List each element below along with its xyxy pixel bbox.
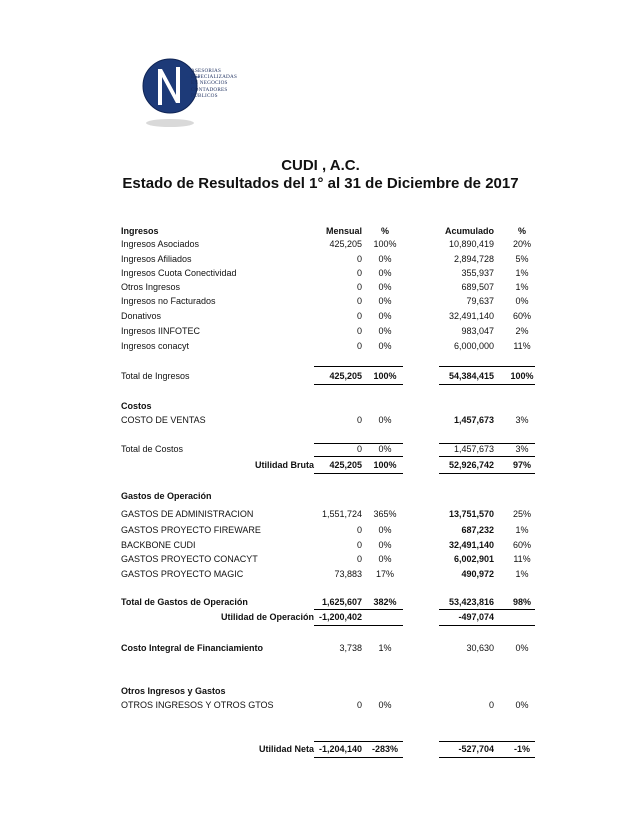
row-label: Total de Costos xyxy=(121,444,184,454)
acumulado-value: 355,937 xyxy=(461,268,494,278)
mensual-value: -1,200,402 xyxy=(318,612,362,622)
acumulado-percent: 1% xyxy=(515,569,529,579)
row-label: Ingresos no Facturados xyxy=(121,296,216,306)
mensual-value: 73,883 xyxy=(334,569,362,579)
row-label: Total de Gastos de Operación xyxy=(121,597,248,607)
acumulado-value: 30,630 xyxy=(466,643,494,653)
acumulado-value: 52,926,742 xyxy=(448,460,494,470)
acumulado-percent: 11% xyxy=(513,554,531,564)
acumulado-percent: 25% xyxy=(512,509,531,519)
mensual-value: 0 xyxy=(356,554,362,564)
mensual-value: 0 xyxy=(356,254,362,264)
mensual-percent: 0% xyxy=(378,282,392,292)
column-header-mensual: Mensual xyxy=(325,226,362,236)
acumulado-percent: 100% xyxy=(510,371,534,381)
mensual-percent: 100% xyxy=(373,371,397,381)
acumulado-percent: 0% xyxy=(515,296,529,306)
section-heading: Gastos de Operación xyxy=(121,491,212,501)
logo-line: EN NEGOCIOS xyxy=(191,80,228,86)
column-header-percent: % xyxy=(517,226,526,236)
acumulado-value: 687,232 xyxy=(461,525,494,535)
total-rule xyxy=(439,366,535,367)
acumulado-percent: 20% xyxy=(512,239,531,249)
logo-line: ASESORIAS xyxy=(191,68,222,74)
total-rule xyxy=(314,473,403,474)
acumulado-value: 0 xyxy=(488,700,494,710)
mensual-percent: 100% xyxy=(373,460,397,470)
mensual-value: 1,551,724 xyxy=(321,509,362,519)
acumulado-percent: 11% xyxy=(513,341,531,351)
acumulado-percent: 0% xyxy=(515,643,529,653)
mensual-percent: 0% xyxy=(378,296,392,306)
total-rule xyxy=(439,456,535,457)
total-rule xyxy=(314,456,403,457)
acumulado-value: 79,637 xyxy=(466,296,494,306)
row-label: Ingresos IINFOTEC xyxy=(121,326,201,336)
mensual-value: 0 xyxy=(356,700,362,710)
total-rule xyxy=(314,609,403,610)
mensual-value: 0 xyxy=(356,282,362,292)
mensual-percent: 382% xyxy=(373,597,397,607)
row-label: Ingresos Afiliados xyxy=(121,254,192,264)
acumulado-value: 32,491,140 xyxy=(448,311,494,321)
row-label: Donativos xyxy=(121,311,162,321)
acumulado-value: 1,457,673 xyxy=(453,415,494,425)
company-name: CUDI , A.C. xyxy=(281,157,360,174)
row-label: Ingresos Cuota Conectividad xyxy=(121,268,237,278)
row-label: GASTOS PROYECTO FIREWARE xyxy=(121,525,261,535)
mensual-percent: 0% xyxy=(378,268,392,278)
logo-line: ESPECIALIZADAS xyxy=(191,74,238,80)
mensual-value: 425,205 xyxy=(329,460,362,470)
acumulado-value: 983,047 xyxy=(461,326,494,336)
mensual-percent: 0% xyxy=(378,341,392,351)
total-rule xyxy=(439,741,535,742)
logo-line: PUBLICOS xyxy=(191,93,218,99)
total-rule xyxy=(439,757,535,758)
total-rule xyxy=(314,384,403,385)
total-rule xyxy=(439,625,535,626)
row-label: Utilidad Bruta xyxy=(254,460,314,470)
mensual-percent: 100% xyxy=(373,239,397,249)
mensual-percent: 0% xyxy=(378,415,392,425)
total-rule xyxy=(314,366,403,367)
mensual-value: 0 xyxy=(356,296,362,306)
mensual-percent: 1% xyxy=(378,643,392,653)
mensual-percent: 0% xyxy=(378,554,392,564)
row-label: GASTOS PROYECTO MAGIC xyxy=(121,569,244,579)
mensual-value: -1,204,140 xyxy=(318,744,362,754)
row-label: Ingresos conacyt xyxy=(121,341,190,351)
acumulado-value: 1,457,673 xyxy=(453,444,494,454)
mensual-value: 0 xyxy=(356,311,362,321)
mensual-percent: 0% xyxy=(378,326,392,336)
mensual-percent: 365% xyxy=(373,509,397,519)
total-rule xyxy=(439,473,535,474)
row-label: BACKBONE CUDI xyxy=(121,540,196,550)
mensual-percent: 0% xyxy=(378,444,392,454)
mensual-percent: 0% xyxy=(378,525,392,535)
mensual-value: 0 xyxy=(356,525,362,535)
acumulado-percent: 60% xyxy=(512,311,531,321)
mensual-value: 1,625,607 xyxy=(321,597,362,607)
acumulado-value: 6,000,000 xyxy=(453,341,494,351)
section-heading: Ingresos xyxy=(121,226,159,236)
acumulado-value: 54,384,415 xyxy=(448,371,494,381)
mensual-percent: 0% xyxy=(378,700,392,710)
acumulado-percent: 3% xyxy=(515,444,529,454)
row-label: Total de Ingresos xyxy=(121,371,190,381)
mensual-percent: -283% xyxy=(371,744,398,754)
acumulado-percent: 97% xyxy=(512,460,531,470)
acumulado-percent: 1% xyxy=(515,282,529,292)
acumulado-value: 689,507 xyxy=(461,282,494,292)
row-label: OTROS INGRESOS Y OTROS GTOS xyxy=(121,700,274,710)
acumulado-value: -497,074 xyxy=(458,612,494,622)
row-label: Utilidad Neta xyxy=(258,744,314,754)
acumulado-percent: 0% xyxy=(515,700,529,710)
row-label: GASTOS DE ADMINISTRACION xyxy=(121,509,254,519)
mensual-percent: 0% xyxy=(378,311,392,321)
row-label: Utilidad de Operación xyxy=(220,612,314,622)
acumulado-percent: -1% xyxy=(513,744,530,754)
acumulado-percent: 1% xyxy=(515,268,529,278)
mensual-value: 425,205 xyxy=(329,239,362,249)
acumulado-value: 2,894,728 xyxy=(453,254,494,264)
acumulado-value: 32,491,140 xyxy=(448,540,494,550)
acumulado-percent: 1% xyxy=(515,525,529,535)
row-label: COSTO DE VENTAS xyxy=(121,415,206,425)
mensual-value: 0 xyxy=(356,415,362,425)
section-heading: Costos xyxy=(121,401,152,411)
mensual-value: 0 xyxy=(356,540,362,550)
mensual-value: 0 xyxy=(356,341,362,351)
mensual-value: 425,205 xyxy=(329,371,362,381)
mensual-value: 0 xyxy=(356,268,362,278)
acumulado-percent: 5% xyxy=(515,254,529,264)
row-label: GASTOS PROYECTO CONACYT xyxy=(121,554,258,564)
mensual-value: 3,738 xyxy=(339,643,362,653)
acumulado-value: 490,972 xyxy=(461,569,494,579)
row-label: Costo Integral de Financiamiento xyxy=(121,643,264,653)
total-rule xyxy=(314,757,403,758)
acumulado-percent: 3% xyxy=(515,415,529,425)
row-label: Ingresos Asociados xyxy=(121,239,200,249)
acumulado-value: 13,751,570 xyxy=(448,509,494,519)
acumulado-value: 6,002,901 xyxy=(453,554,494,564)
total-rule xyxy=(314,625,403,626)
total-rule xyxy=(314,741,403,742)
acumulado-percent: 98% xyxy=(512,597,531,607)
acumulado-value: -527,704 xyxy=(458,744,494,754)
acumulado-value: 10,890,419 xyxy=(448,239,494,249)
acumulado-percent: 2% xyxy=(515,326,529,336)
total-rule xyxy=(439,384,535,385)
column-header-percent: % xyxy=(380,226,389,236)
mensual-value: 0 xyxy=(356,326,362,336)
mensual-value: 0 xyxy=(356,444,362,454)
column-header-acumulado: Acumulado xyxy=(444,226,494,236)
mensual-percent: 0% xyxy=(378,254,392,264)
acumulado-percent: 60% xyxy=(512,540,531,550)
total-rule xyxy=(439,609,535,610)
company-logo xyxy=(140,55,280,135)
mensual-percent: 17% xyxy=(375,569,394,579)
acumulado-value: 53,423,816 xyxy=(448,597,494,607)
mensual-percent: 0% xyxy=(378,540,392,550)
row-label: Otros Ingresos xyxy=(121,282,181,292)
logo-line: CONTADORES xyxy=(191,87,228,93)
section-heading: Otros Ingresos y Gastos xyxy=(121,686,226,696)
report-title: Estado de Resultados del 1° al 31 de Diciembre de 2017 xyxy=(122,175,519,192)
